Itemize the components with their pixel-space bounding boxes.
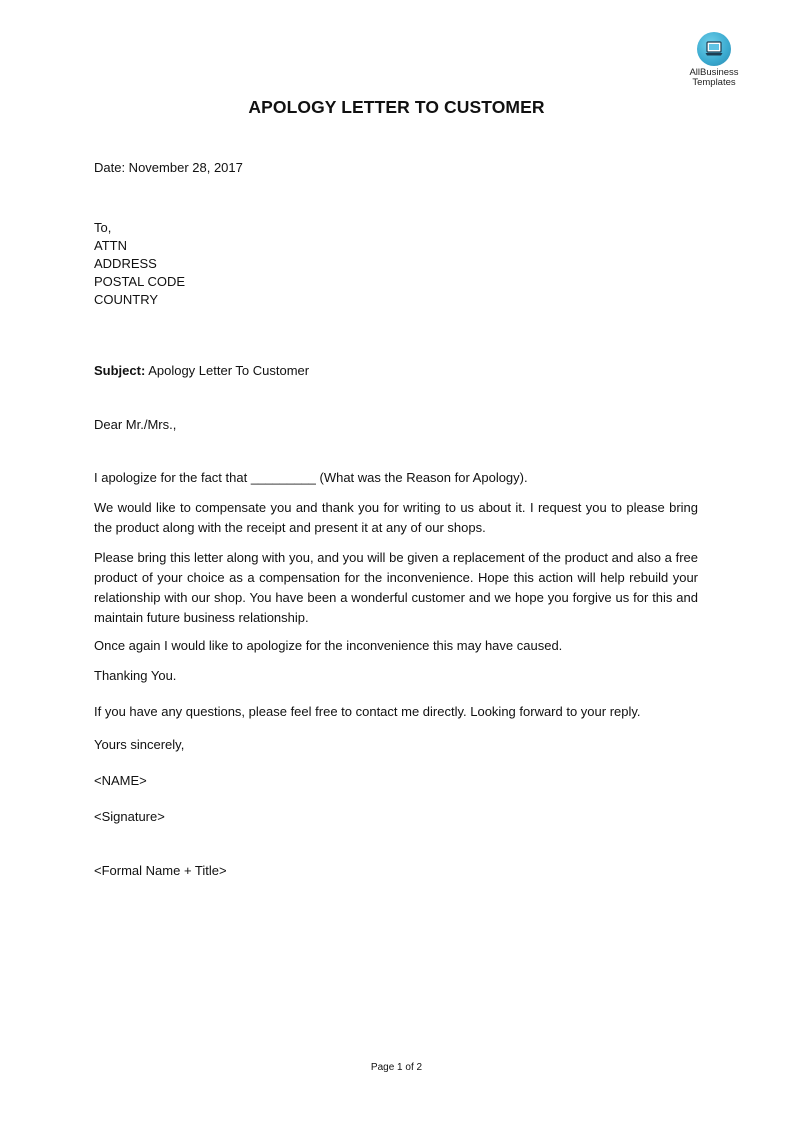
body-paragraph-2: We would like to compensate you and thank you for writing to us about it. I request you to please bring the product along with the receipt and present it at any of our shops. [94, 500, 698, 535]
letter-date: Date: November 28, 2017 [94, 160, 243, 175]
salutation: Dear Mr./Mrs., [94, 417, 177, 432]
body-paragraph-1: I apologize for the fact that _________ (What was the Reason for Apology). [94, 470, 528, 485]
recipient-address: ADDRESS [94, 256, 157, 271]
letter-title: APOLOGY LETTER TO CUSTOMER [248, 97, 545, 117]
subject-line [94, 362, 309, 380]
brand-logo[interactable] [678, 32, 750, 88]
body-paragraph-5: Thanking You. [94, 668, 177, 683]
page-number: Page 1 of 2 [370, 1062, 423, 1073]
recipient-postal-code: POSTAL CODE [94, 274, 186, 289]
body-paragraph-3: Please bring this letter along with you, and you will be given a replacement of the product and also a free product of your choice as a compensation for the inconvenience. Hope this action will help rebuild your relationship with our shop. You have been a wonderful customer and we hope you forgive us for this and maintain future business relationship. [94, 550, 698, 625]
subject-label: Subject: [94, 363, 146, 378]
closing-name: <NAME> [94, 773, 147, 788]
recipient-country: COUNTRY [94, 292, 159, 307]
laptop-icon [697, 32, 731, 66]
body-paragraph-6: If you have any questions, please feel free to contact me directly. Looking forward to your reply. [94, 704, 641, 719]
recipient-attn: ATTN [94, 238, 127, 253]
closing-sincerely: Yours sincerely, [94, 737, 185, 752]
body-paragraph-4: Once again I would like to apologize for the inconvenience this may have caused. [94, 638, 563, 653]
subject-text: Apology Letter To Customer [148, 363, 310, 378]
logo-line-2: Templates [692, 77, 736, 88]
closing-formal-name-title: <Formal Name + Title> [94, 863, 227, 878]
logo-text [678, 68, 750, 88]
recipient-to: To, [94, 220, 112, 235]
closing-signature: <Signature> [94, 809, 165, 824]
logo-line-1: AllBusiness [689, 67, 739, 78]
